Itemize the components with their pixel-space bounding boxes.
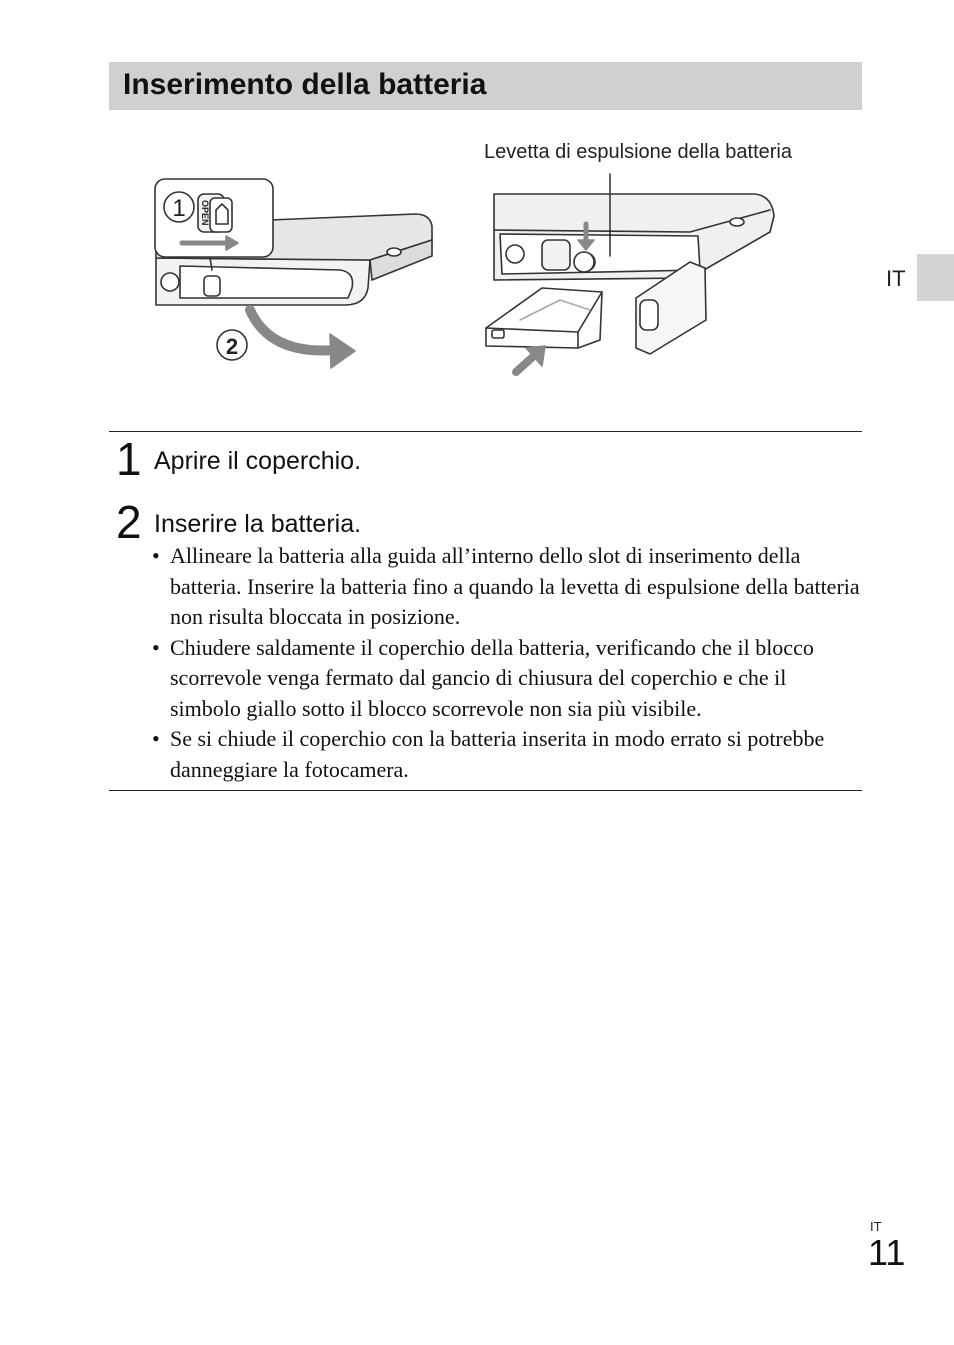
camera-right-illustration	[486, 194, 774, 354]
step-marker-2: 2	[225, 334, 239, 359]
language-label: IT	[886, 266, 906, 291]
section-title-bar	[109, 62, 862, 110]
open-cover-arrow	[250, 310, 335, 351]
step-marker-1: 1	[172, 195, 186, 222]
top-rule	[109, 431, 862, 432]
language-tab	[917, 254, 954, 301]
page-number: 11	[868, 1232, 906, 1273]
step-text: Aprire il coperchio.	[154, 447, 362, 475]
instruction-list	[152, 541, 862, 785]
section-title: Inserimento della batteria	[123, 68, 487, 101]
open-switch-label: OPEN	[200, 200, 210, 226]
bottom-rule	[109, 790, 862, 791]
step-number: 1	[116, 433, 142, 485]
step-text: Inserire la batteria.	[154, 510, 362, 538]
battery-insertion-illustration	[150, 170, 790, 385]
footer-language: IT	[870, 1219, 882, 1234]
list-item: • Allineare la batteria alla guida all’interno dello slot di inserimento della batteria. Inserire la batteria fino a quando la levetta di espulsione della batteria non risulta bloccata in posizione.	[152, 543, 860, 629]
eject-lever-callout: Levetta di espulsione della batteria	[484, 141, 792, 163]
list-item: • Se si chiude il coperchio con la batteria inserita in modo errato si potrebbe danneggiare la fotocamera.	[152, 726, 825, 782]
step-number: 2	[116, 496, 142, 548]
list-item: • Chiudere saldamente il coperchio della batteria, verificando che il blocco scorrevole venga fermato dal gancio di chiusura del coperchio e che il simbolo giallo sotto il blocco scorrevole non sia più visibile.	[152, 634, 814, 721]
